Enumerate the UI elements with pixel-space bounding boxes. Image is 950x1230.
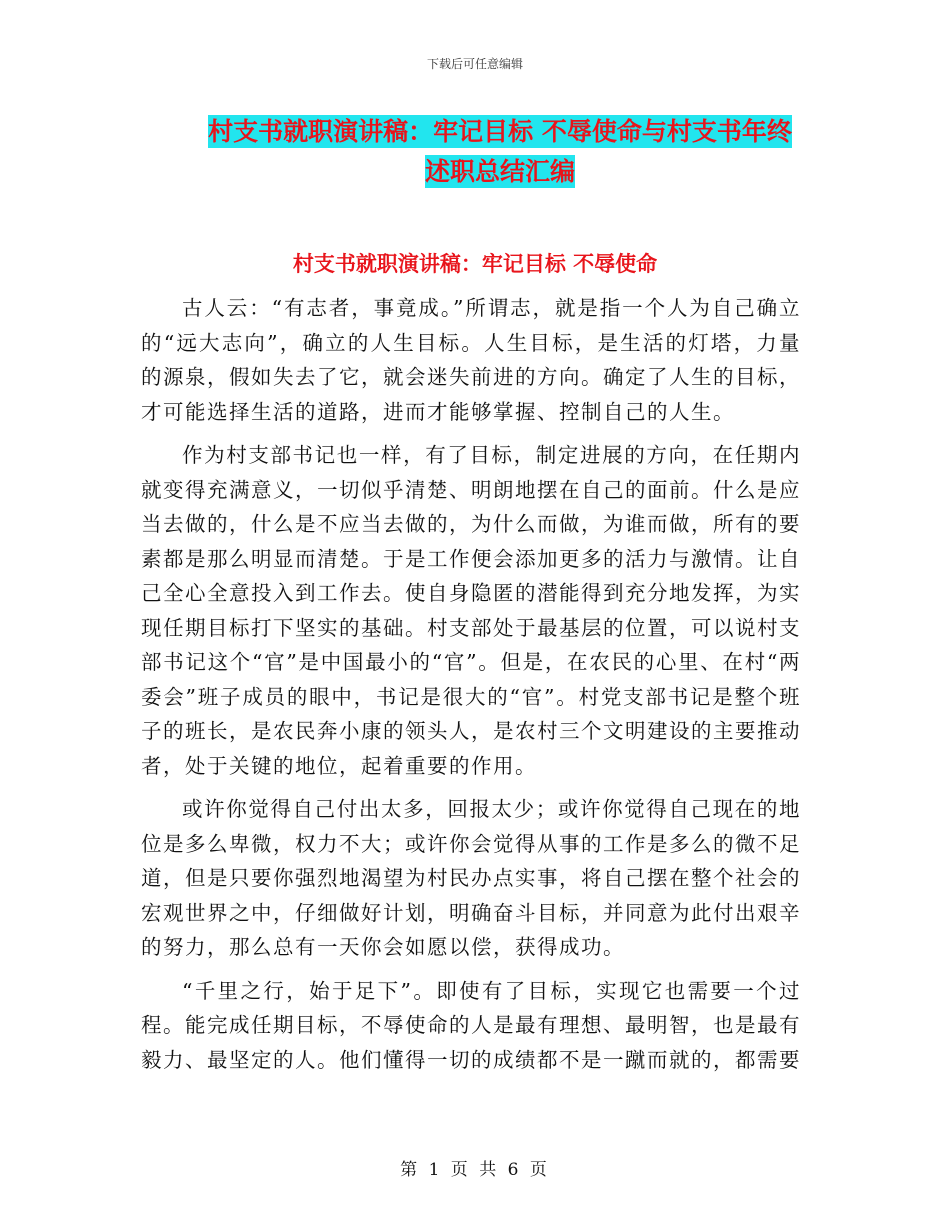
document-title <box>100 112 900 192</box>
paragraph-1: 古人云：“有志者，事竟成。”所谓志，就是指一个人为自己确立的“远大志向”，确立的人生目标。人生目标，是生活的灯塔，力量的源泉，假如失去了它，就会迷失前进的方向。确定了人生的目标，才可能选择生活的道路，进而才能够掌握、控制自己的人生。 <box>141 296 801 424</box>
paragraph-2: 作为村支部书记也一样，有了目标，制定进展的方向，在任期内就变得充满意义，一切似乎清楚、明朗地摆在自己的面前。什么是应当去做的，什么是不应当去做的，为什么而做，为谁而做，所有的要素都是那么明显而清楚。于是工作便会添加更多的活力与激情。让自己全心全意投入到工作去。使自身隐匿的潜能得到充分地发挥，为实现任期目标打下坚实的基础。村支部处于最基层的位置，可以说村支部书记这个“官”是中国最小的“官”。但是，在农民的心里、在村“两委会”班子成员的眼中，书记是很大的“官”。村党支部书记是整个班子的班长，是农民奔小康的领头人，是农村三个文明建设的主要推动者，处于关键的地位，起着重要的作用。 <box>141 443 801 778</box>
document-title-line-1: 村支书就职演讲稿：牢记目标 不辱使命与村支书年终 <box>208 117 792 146</box>
document-title-line-2: 述职总结汇编 <box>424 157 575 186</box>
paragraph-3: 或许你觉得自己付出太多，回报太少；或许你觉得自己现在的地位是多么卑微，权力不大；或许你会觉得从事的工作是多么的微不足道，但是只要你强烈地渴望为村民办点实事，将自己摆在整个社会的宏观世界之中，仔细做好计划，明确奋斗目标，并同意为此付出艰辛的努力，那么总有一天你会如愿以偿，获得成功。 <box>141 797 801 959</box>
body-text <box>141 291 801 1086</box>
page-footer: 第 1 页 共 6 页 <box>400 1160 550 1180</box>
section-title: 村支书就职演讲稿：牢记目标 不辱使命 <box>292 252 658 276</box>
header-note: 下载后可任意编辑 <box>426 57 523 71</box>
paragraph-4: “千里之行，始于足下”。即使有了目标，实现它也需要一个过程。能完成任期目标，不辱使命的人是最有理想、最明智，也是最有毅力、最坚定的人。他们懂得一切的成绩都不是一蹴而就的，都需要 <box>141 978 801 1072</box>
